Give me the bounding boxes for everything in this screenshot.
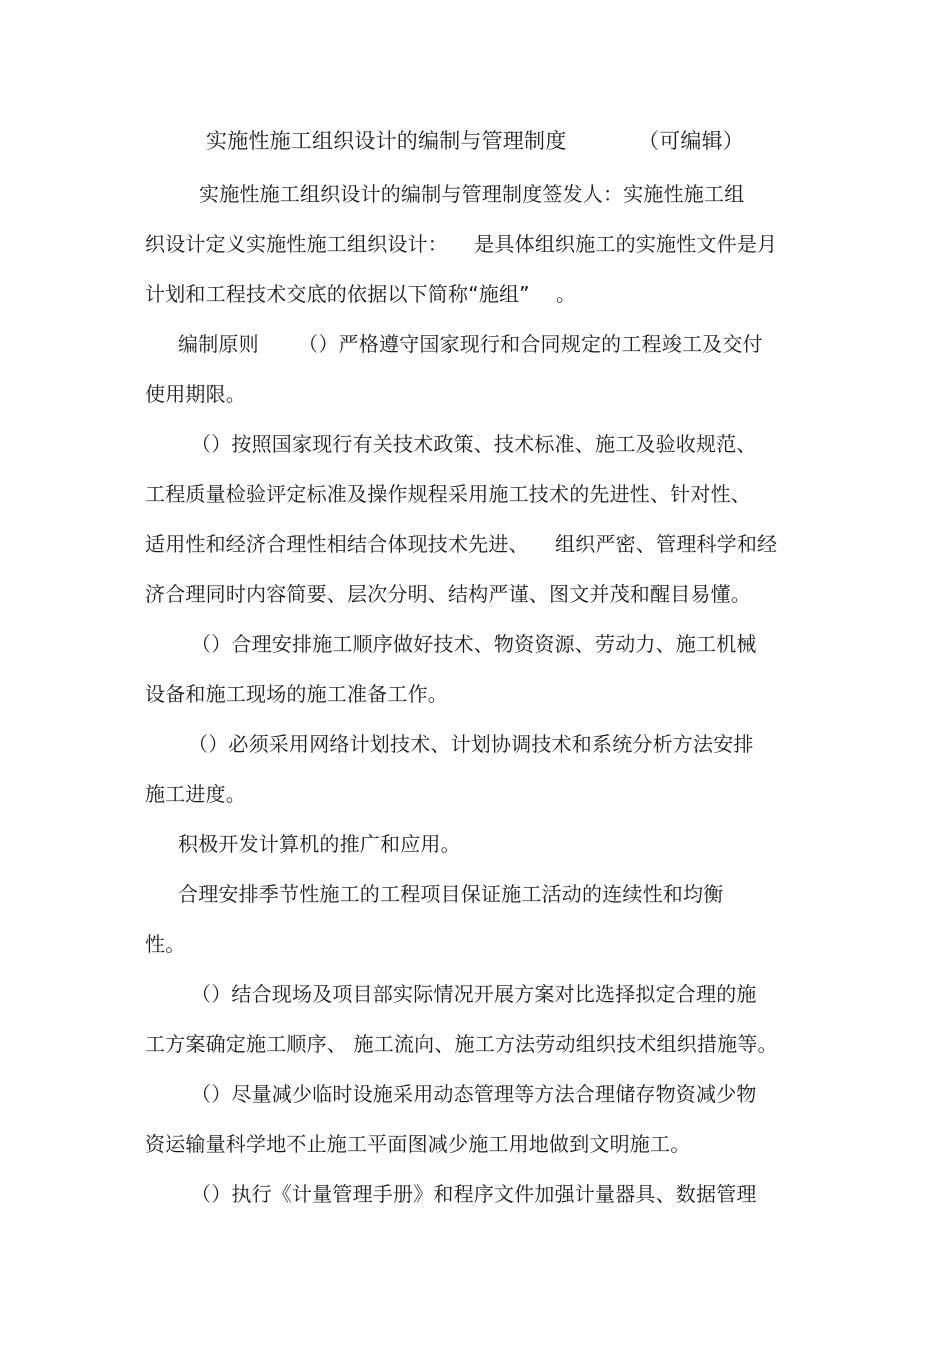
paragraph-line: 施工进度。	[145, 782, 246, 806]
paragraph-line: 工方案确定施工顺序、 施工流向、施工方法劳动组织技术组织措施等。	[145, 1032, 778, 1056]
paragraph-line: （）执行《计量管理手册》和程序文件加强计量器具、数据管理	[191, 1182, 757, 1206]
paragraph-line: （）尽量减少临时设施采用动态管理等方法合理储存物资减少物	[191, 1082, 757, 1106]
paragraph-line: 合理安排季节性施工的工程项目保证施工活动的连续性和均衡	[178, 882, 724, 906]
paragraph-line: （）必须采用网络计划技术、计划协调技术和系统分析方法安排	[188, 732, 754, 756]
paragraph-line: 实施性施工组织设计的编制与管理制度签发人：实施性施工组	[199, 182, 745, 206]
document-title: 实施性施工组织设计的编制与管理制度	[206, 129, 567, 153]
paragraph-line: 工程质量检验评定标准及操作规程采用施工技术的先进性、针对性、	[145, 482, 751, 506]
paragraph-line: 适用性和经济合理性相结合体现技术先进、 组织严密、管理科学和经	[145, 532, 778, 556]
paragraph-line: 使用期限。	[145, 382, 246, 406]
paragraph-line: 济合理同时内容简要、层次分明、结构严谨、图文并茂和醒目易懂。	[145, 582, 751, 606]
paragraph-line: （）结合现场及项目部实际情况开展方案对比选择拟定合理的施	[191, 982, 757, 1006]
paragraph-line: 资运输量科学地不止施工平面图减少施工用地做到文明施工。	[145, 1132, 691, 1156]
paragraph-line: 编制原则 （）严格遵守国家现行和合同规定的工程竣工及交付	[178, 332, 763, 356]
paragraph-line: 计划和工程技术交底的依据以下简称“施组” 。	[145, 282, 577, 306]
paragraph-line: 织设计定义实施性施工组织设计： 是具体组织施工的实施性文件是月	[145, 232, 778, 256]
paragraph-line: （）按照国家现行有关技术政策、技术标准、施工及验收规范、	[191, 432, 757, 456]
paragraph-line: 积极开发计算机的推广和应用。	[178, 832, 461, 856]
paragraph-line: 性。	[145, 932, 186, 956]
paragraph-line: 设备和施工现场的施工准备工作。	[145, 682, 448, 706]
document-title-suffix: （可编辑）	[638, 129, 744, 153]
paragraph-line: （）合理安排施工顺序做好技术、物资资源、劳动力、施工机械	[191, 632, 757, 656]
